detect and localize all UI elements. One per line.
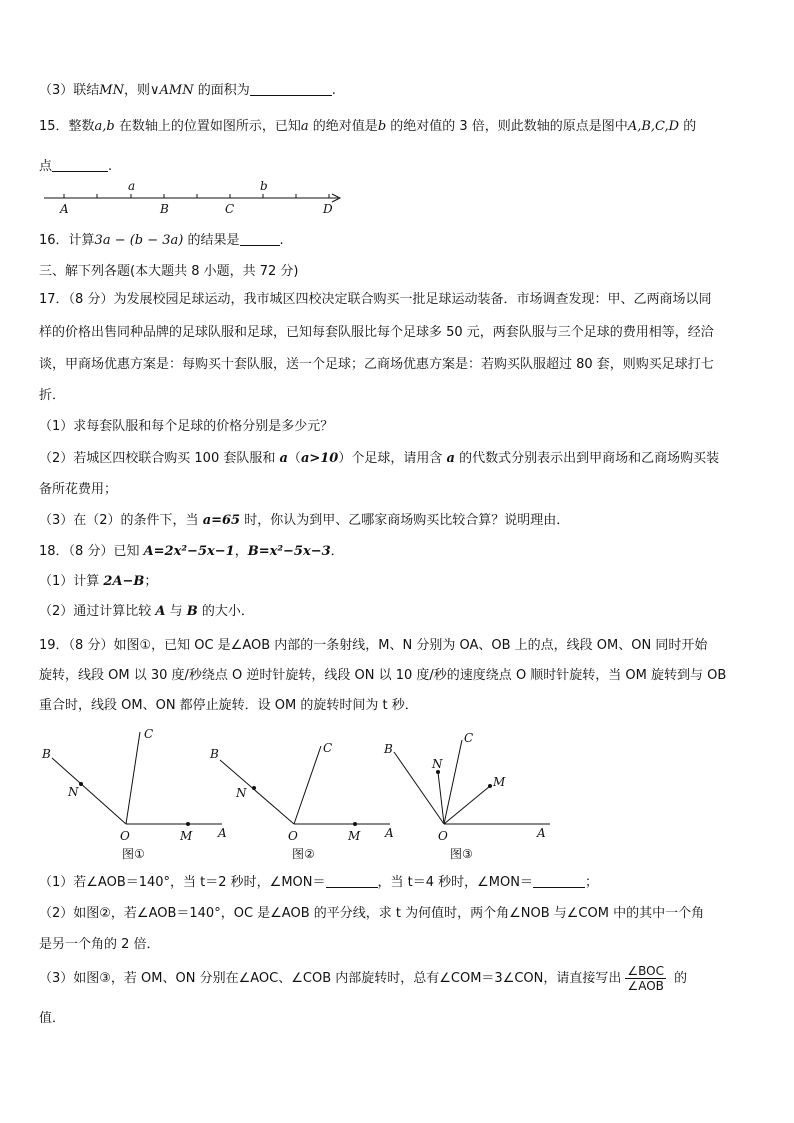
section-heading: 三、解下列各题(本大题共 8 小题，共 72 分)	[39, 264, 299, 279]
q17-line: 折．	[39, 388, 66, 403]
q15-var: a,b	[94, 119, 115, 134]
q18-text: 的大小．	[197, 604, 254, 619]
label-A: A	[385, 826, 394, 840]
answer-blank[interactable]	[250, 83, 332, 96]
angle-figure-3	[374, 722, 574, 864]
point-N	[252, 786, 256, 790]
q18-text: ，	[234, 544, 248, 559]
answer-blank[interactable]	[326, 875, 378, 888]
label-O: O	[120, 829, 130, 843]
label-B: B	[160, 202, 169, 216]
q17-part2-cont: 备所花费用；	[39, 482, 118, 497]
q18-text: （1）计算	[39, 574, 104, 589]
label-a: a	[128, 179, 136, 193]
q15-text: 在数轴上的位置如图所示，已知	[114, 119, 301, 134]
q15-text: 的绝对值是	[308, 119, 378, 134]
q16-text: 的结果是	[183, 233, 240, 248]
q19-part3	[39, 964, 687, 994]
label-M: M	[348, 829, 361, 843]
q19-text: ；	[584, 875, 598, 890]
label-A: A	[218, 826, 227, 840]
q17-text: （2）若城区四校联合购买 100 套队服和	[39, 451, 280, 466]
number-line-figure	[40, 176, 350, 218]
figure-caption: 图③	[450, 847, 473, 861]
q18-text: 与	[165, 604, 187, 619]
q14-text: .	[331, 83, 336, 98]
q18-line	[39, 543, 344, 561]
q18-part2	[39, 603, 254, 621]
label-M: M	[180, 829, 193, 843]
label-M: M	[493, 775, 506, 789]
label-C: C	[225, 202, 235, 216]
q17-line: 17．（8 分）为发展校园足球运动，我市城区四校决定联合购买一批足球运动装备．市场调查发现：甲、乙两商场以同	[39, 292, 712, 307]
ray-OB	[220, 760, 294, 824]
figure-caption: 图①	[122, 847, 145, 861]
fraction	[625, 964, 666, 993]
ray-OB	[52, 758, 126, 824]
point-M	[488, 784, 492, 788]
q16-expr: 3a − (b − 3a)	[94, 233, 184, 248]
q16	[39, 232, 284, 250]
q19-text: （3）如图③，若 OM、ON 分别在∠AOC、∠COB 内部旋转时，总有∠COM＝3∠CON，请直接写出	[39, 971, 622, 986]
label-C: C	[464, 731, 474, 745]
answer-blank[interactable]	[52, 159, 108, 172]
label-C: C	[144, 727, 154, 741]
q18-text: ；	[144, 574, 158, 589]
q17-text: ）个足球，请用含	[338, 451, 447, 466]
q14-text: （3）联结	[39, 83, 100, 98]
q17-text: 时，你认为到甲、乙哪家商场购买比较合算？说明理由．	[240, 513, 570, 528]
q19-line: 旋转，线段 OM 以 30 度/秒绕点 O 逆时针旋转，线段 ON 以 10 度/秒的速度绕点 O 顺时针旋转，当 OM 旋转到与 OB	[39, 668, 727, 683]
label-N: N	[236, 786, 247, 800]
q17-text: 的代数式分别表示出到甲商场和乙商场购买装	[454, 451, 720, 466]
q18-var: A	[155, 604, 166, 619]
q18-text: （2）通过计算比较	[39, 604, 156, 619]
q19-part1	[39, 874, 598, 892]
q15-text: 的	[679, 119, 697, 134]
q18-expr: 2A−B	[103, 574, 145, 589]
fraction-numerator: ∠BOC	[627, 964, 664, 978]
q14-text: 的面积为	[193, 83, 250, 98]
q18-text: ．	[330, 544, 344, 559]
q17-line: 样的价格出售同种品牌的足球队服和足球，已知每套队服比每个足球多 50 元，两套队服与三个足球的费用相等，经洽	[39, 325, 714, 340]
label-D: D	[323, 202, 333, 216]
q16-text: .	[279, 233, 284, 248]
label-O: O	[288, 829, 298, 843]
number-line-ticks	[64, 194, 329, 198]
label-A: A	[537, 826, 546, 840]
q15-var: A,B,C,D	[627, 119, 680, 134]
q15-var: a	[300, 119, 309, 134]
q17-var: a=65	[202, 513, 241, 528]
label-N: N	[68, 785, 79, 799]
answer-blank[interactable]	[533, 875, 585, 888]
label-B: B	[384, 742, 393, 756]
q19-line: 重合时，线段 OM、ON 都停止旋转．设 OM 的旋转时间为 t 秒．	[39, 698, 418, 713]
q17-text: （3）在（2）的条件下，当	[39, 513, 203, 528]
q17-var: a	[446, 451, 455, 466]
q18-part1	[39, 573, 157, 591]
label-C: C	[323, 741, 333, 755]
q17-part1: （1）求每套队服和每个足球的价格分别是多少元？	[39, 419, 334, 434]
answer-blank[interactable]	[240, 233, 280, 246]
q18-text: 18．（8 分）已知	[39, 544, 144, 559]
q15-text: .	[108, 159, 113, 174]
q17-part3	[39, 512, 569, 530]
q16-text: 16．计算	[39, 233, 95, 248]
label-B: B	[210, 747, 219, 761]
q19-part2-cont: 是另一个角的 2 倍．	[39, 937, 160, 952]
ray-OC	[126, 732, 140, 824]
fraction-denominator: ∠AOB	[627, 979, 664, 993]
q19-line: 19．（8 分）如图①，已知 OC 是∠AOB 内部的一条射线，M、N 分别为 OA、OB 上的点，线段 OM、ON 同时开始	[39, 638, 708, 653]
q19-part3-cont: 值．	[39, 1011, 66, 1026]
label-O: O	[438, 829, 448, 843]
label-B: B	[42, 747, 51, 761]
q14-part3	[39, 82, 336, 100]
q17-part2	[39, 450, 719, 468]
q15-var: b	[377, 119, 387, 134]
q15-line2	[39, 158, 112, 176]
point-M	[353, 822, 357, 826]
ray-OC	[294, 746, 321, 824]
q17-text: （	[287, 451, 301, 466]
q19-text: （1）若∠AOB＝140°，当 t＝2 秒时，∠MON＝	[39, 875, 326, 890]
q15-line1	[39, 118, 696, 136]
q14-text: ，则	[123, 83, 150, 98]
point-M	[186, 822, 190, 826]
point-N	[79, 782, 83, 786]
q18-expr: B=x²−5x−3	[247, 544, 331, 559]
q17-line: 谈，甲商场优惠方案是：每购买十套队服，送一个足球；乙商场优惠方案是：若购买队服超过 80 套，则购买足球打七	[39, 357, 714, 372]
q14-triangle: ∨AMN	[149, 83, 194, 98]
q19-text: 的	[670, 971, 688, 986]
q15-text: 点	[39, 159, 53, 174]
q18-var: B	[186, 604, 198, 619]
q17-var: a	[279, 451, 288, 466]
label-N: N	[432, 757, 443, 771]
q15-text: 的绝对值的 3 倍，则此数轴的原点是图中	[386, 119, 628, 134]
q15-text: 15．整数	[39, 119, 95, 134]
q19-text: ，当 t＝4 秒时，∠MON＝	[377, 875, 533, 890]
label-b: b	[260, 179, 268, 193]
label-A: A	[60, 202, 69, 216]
q19-part2: （2）如图②，若∠AOB＝140°，OC 是∠AOB 的平分线，求 t 为何值时，两个角∠NOB 与∠COM 中的其中一个角	[39, 906, 705, 921]
q14-mn: MN	[99, 83, 124, 98]
q17-var: a>10	[300, 451, 339, 466]
figure-caption: 图②	[292, 847, 315, 861]
q18-expr: A=2x²−5x−1	[143, 544, 235, 559]
